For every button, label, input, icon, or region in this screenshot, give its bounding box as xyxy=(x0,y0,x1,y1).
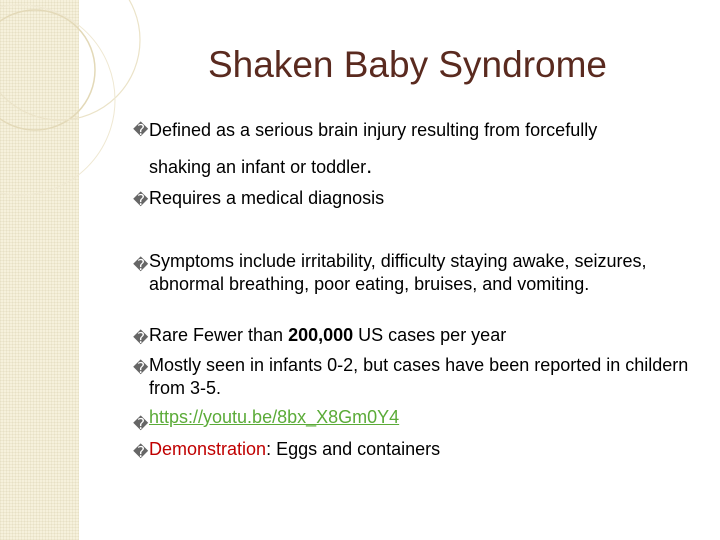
video-link[interactable]: https://youtu.be/8bx_X8Gm0Y4 xyxy=(149,407,400,427)
bullet-marker: � xyxy=(133,416,149,433)
bullet-text-continued: shaking an infant or toddler. xyxy=(149,153,373,178)
bullet-marker: � xyxy=(133,257,149,274)
bullet-age-range: Mostly seen in infants 0-2, but cases have been reported in childern from 3-5. xyxy=(149,355,689,398)
case-count: 200,000 xyxy=(288,325,354,345)
bullet-marker: � xyxy=(133,330,149,347)
bullet-marker: � xyxy=(133,360,149,377)
bullet-marker: � xyxy=(133,192,149,209)
bullet-definition xyxy=(149,119,689,179)
bullet-diagnosis: Requires a medical diagnosis xyxy=(149,188,385,208)
bullet-marker: � xyxy=(133,444,149,461)
bullet-video xyxy=(149,406,689,429)
slide-title: Shaken Baby Syndrome xyxy=(207,44,607,85)
demonstration-label: Demonstration xyxy=(149,439,267,459)
bullet-rare-cases: Rare Fewer than 200,000 US cases per year xyxy=(149,325,507,345)
bullet-text: Defined as a serious brain injury resulting from forcefully xyxy=(149,120,598,140)
bullet-demonstration: Demonstration: Eggs and containers xyxy=(149,439,441,459)
bullet-marker: � xyxy=(133,122,149,139)
bullet-symptoms: Symptoms include irritability, difficulty staying awake, seizures, abnormal breathing, poor eating, bruises, and vomiting. xyxy=(149,251,647,294)
